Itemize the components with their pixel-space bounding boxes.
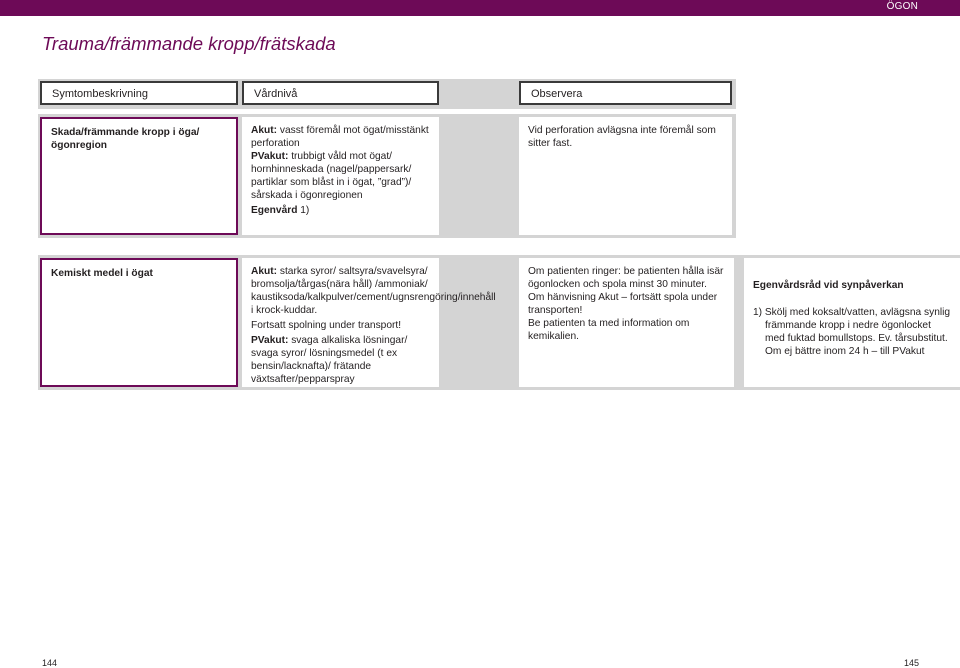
section-label: ÖGON: [886, 1, 918, 12]
row2-transport: Fortsatt spolning under transport!: [251, 320, 402, 331]
page-number-left: 144: [42, 658, 58, 668]
row2-advice-title: Egenvårdsråd vid synpåverkan: [753, 280, 904, 291]
row2-symptom-cell: [40, 258, 238, 387]
row2-akut: Akut: starka syror/ saltsyra/svavelsyra/ bromsolja/tårgas(nära håll) /ammoniak/ kaustiksoda/kalkpulver/cement/ugnsrengöring/innehåll i krock-kuddar.: [251, 266, 496, 316]
row2-advice-cell: [744, 258, 960, 387]
row1-level-cell: [242, 117, 439, 235]
row2-advice-item: 1) Skölj med koksalt/vatten, avlägsna synlig främmande kropp i nedre ögonlocket med fuktad bomullstops. Ev. tårsubstitut. Om ej bättre inom 24 h – till PVakut: [753, 307, 951, 357]
row2-pvakut: PVakut: svaga alkaliska lösningar/ svaga syror/ lösningsmedel (t ex bensin/lacknafta)/ frätande växtsafter/pepparspray: [251, 335, 408, 385]
row1-symptom-cell: [40, 117, 238, 235]
row1-observe-cell: [519, 117, 732, 235]
row1-observe: Vid perforation avlägsna inte föremål som sitter fast.: [528, 125, 716, 149]
row2-observe-cell: [519, 258, 734, 387]
header-symptom: [40, 81, 238, 105]
header-level: [242, 81, 439, 105]
row2-level-cell: [242, 258, 496, 387]
page-number-right: 145: [904, 658, 920, 668]
row1-symptom: Skada/främmande kropp i öga/ ögonregion: [51, 127, 200, 151]
row2-observe-2: Om hänvisning Akut – fortsätt spola under transporten!: [528, 292, 718, 316]
header-symptom-label: Symtombeskrivning: [52, 88, 148, 100]
column-header-bar: [38, 79, 736, 109]
header-observe: [519, 81, 732, 105]
row1-egenvard: Egenvård 1): [251, 205, 310, 216]
row2-observe-1: Om patienten ringer: be patienten hålla isär ögonlocken och spola minst 30 minuter.: [528, 266, 724, 290]
row-chemical: [38, 255, 960, 390]
row-foreign-body: [38, 114, 736, 238]
row2-observe-3: Be patienten ta med information om kemikalien.: [528, 318, 690, 342]
page-title: Trauma/främmande kropp/frätskada: [42, 33, 336, 54]
top-bar: [0, 0, 960, 16]
header-level-label: Vårdnivå: [254, 88, 298, 100]
header-observe-label: Observera: [531, 88, 583, 100]
row1-pvakut: PVakut: trubbigt våld mot ögat/ hornhinneskada (nagel/pappersark/ partiklar som blåst in i ögat, ”grad”)/ sårskada i ögonregionen: [251, 151, 412, 201]
row1-akut: Akut: vasst föremål mot ögat/misstänkt perforation: [251, 125, 429, 149]
row2-symptom: Kemiskt medel i ögat: [51, 268, 153, 279]
